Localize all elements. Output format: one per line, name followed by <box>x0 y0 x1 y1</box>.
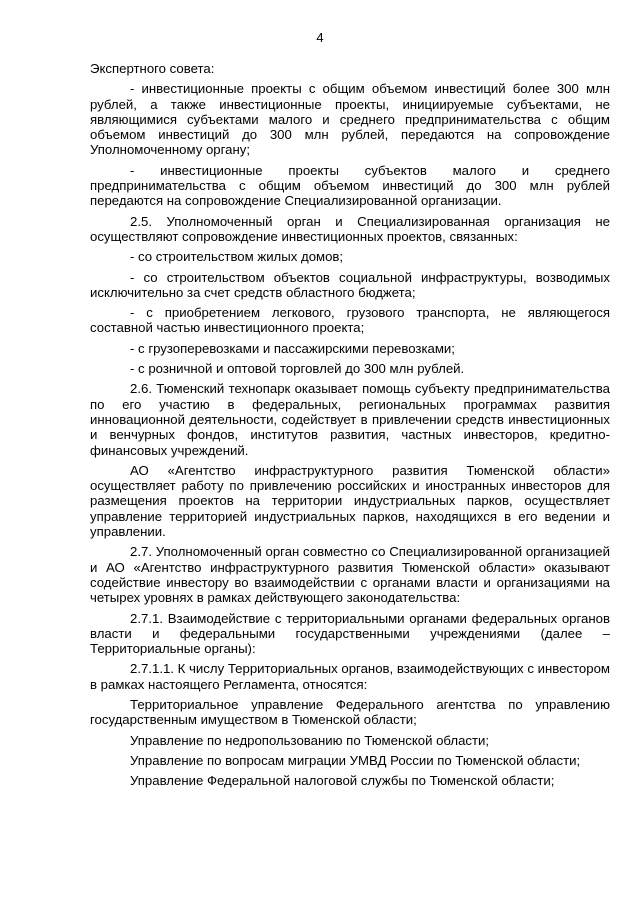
paragraph: Управление по вопросам миграции УМВД России по Тюменской области; <box>130 752 581 768</box>
paragraph: Управление по недропользованию по Тюменской области; <box>130 732 490 748</box>
paragraph: АО «Агентство инфраструктурного развития Тюменской области» осуществляет работу по привлечению российских и иностранных инвесторов для размещения проектов на территории индустриальных парков, осуществляет управление территорией индустриальных парков, находящихся в его ведении и управлении. <box>90 462 610 540</box>
paragraph: - со строительством жилых домов; <box>130 249 344 265</box>
paragraph: Управление Федеральной налоговой службы по Тюменской области; <box>130 773 555 789</box>
paragraph: 2.6. Тюменский технопарк оказывает помощь субъекту предпринимательства по его участию в федеральных, региональных программах развития инновационной деятельности, содействует в привлечении средств инвестиционных и венчурных фондов, институтов развития, частных инвесторов, кредитно-финансовых учреждений. <box>90 381 610 458</box>
paragraph: - инвестиционные проекты с общим объемом инвестиций более 300 млн рублей, а также инвестиционные проекты, инициируемые субъектами, не являющимися субъектами малого и среднего предпринимательства с общим объемом инвестиций до 300 млн рублей, передаются на сопровождение Уполномоченному органу; <box>90 81 610 158</box>
paragraph: 2.7.1. Взаимодействие с территориальными органами федеральных органов власти и федеральными государственными учреждениями (далее – Территориальные органы): <box>90 610 610 657</box>
paragraph: - с приобретением легкового, грузового транспорта, не являющегося составной частью инвестиционного проекта; <box>90 305 610 336</box>
paragraph: - с грузоперевозками и пассажирскими перевозками; <box>130 340 455 356</box>
paragraph: 2.5. Уполномоченный орган и Специализированная организация не осуществляют сопровождение инвестиционных проектов, связанных: <box>90 213 610 244</box>
paragraph: 2.7.1.1. К числу Территориальных органов, взаимодействующих с инвестором в рамках настоящего Регламента, относятся: <box>90 661 610 692</box>
paragraph: Территориальное управление Федерального агентства по управлению государственным имуществом в Тюменской области; <box>90 696 610 728</box>
paragraph: Экспертного совета: <box>90 61 215 76</box>
paragraph: 2.7. Уполномоченный орган совместно со Специализированной организацией и АО «Агентство инфраструктурного развития Тюменской области» оказывают содействие инвестору во взаимодействии с органами власти и организациями на четырех уровнях в рамках действующего законодательства: <box>90 544 610 606</box>
document-body <box>90 61 610 793</box>
paragraph: - со строительством объектов социальной инфраструктуры, возводимых исключительно за счет средств областного бюджета; <box>90 269 610 300</box>
paragraph: - с розничной и оптовой торговлей до 300 млн рублей. <box>130 361 465 377</box>
paragraph: - инвестиционные проекты субъектов малого и среднего предпринимательства с общим объемом инвестиций до 300 млн рублей передаются на сопровождение Специализированной организации. <box>90 162 610 209</box>
page-number: 4 <box>316 30 324 45</box>
